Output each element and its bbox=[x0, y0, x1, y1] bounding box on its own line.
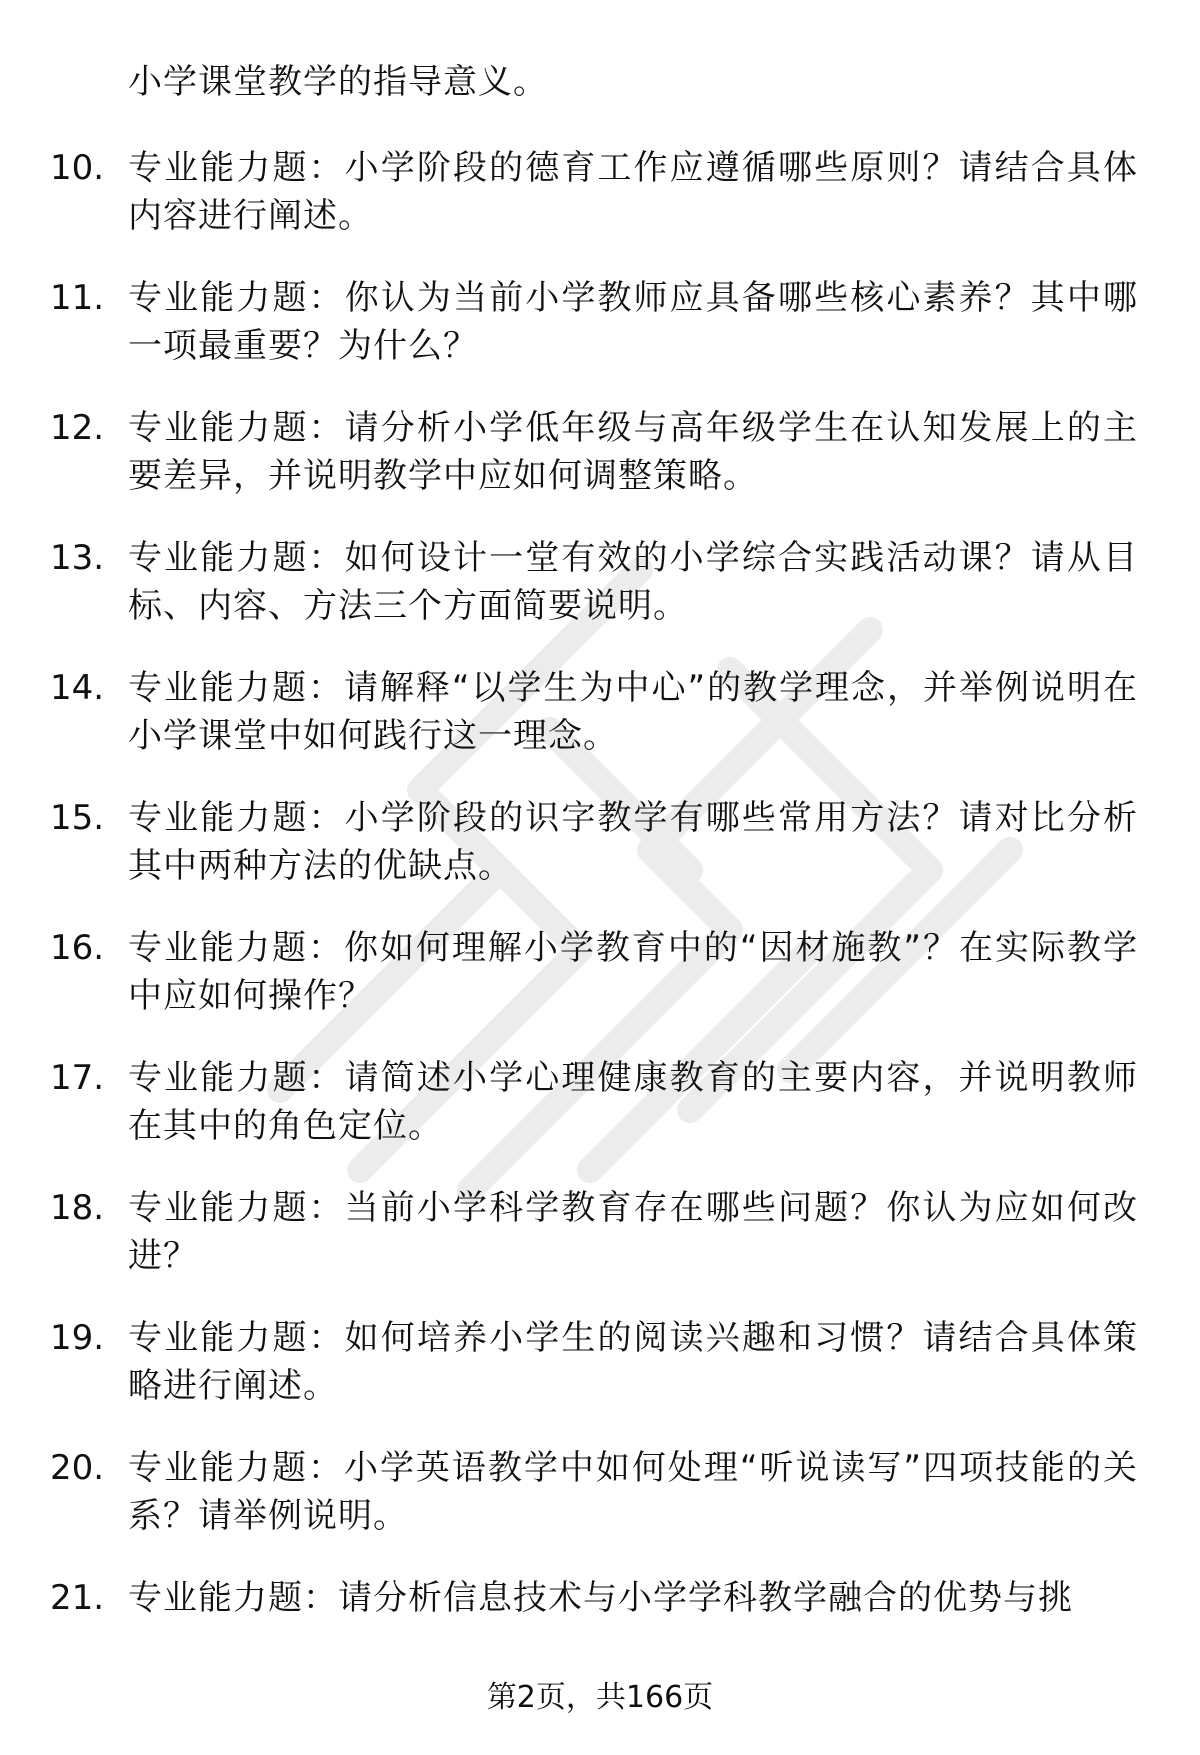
question-number: 10. bbox=[50, 148, 105, 188]
question-number: 16. bbox=[50, 928, 105, 968]
question-number: 17. bbox=[50, 1058, 105, 1098]
question-text: 专业能力题：如何培养小学生的阅读兴趣和习惯？请结合具体策略进行阐述。 bbox=[128, 1318, 1138, 1406]
question-item bbox=[0, 404, 1200, 534]
question-text: 专业能力题：请简述小学心理健康教育的主要内容，并说明教师在其中的角色定位。 bbox=[128, 1058, 1138, 1146]
question-text: 专业能力题：请分析小学低年级与高年级学生在认知发展上的主要差异，并说明教学中应如何调整策略。 bbox=[128, 408, 1138, 496]
page-footer: 第2页，共166页 bbox=[486, 1680, 714, 1715]
question-item bbox=[0, 144, 1200, 274]
question-number: 12. bbox=[50, 408, 105, 448]
question-text: 专业能力题：你认为当前小学教师应具备哪些核心素养？其中哪一项最重要？为什么？ bbox=[128, 278, 1138, 366]
question-number: 19. bbox=[50, 1318, 105, 1358]
question-item bbox=[0, 1184, 1200, 1314]
question-item bbox=[0, 664, 1200, 794]
question-text: 专业能力题：你如何理解小学教育中的“因材施教”？在实际教学中应如何操作？ bbox=[128, 928, 1138, 1016]
question-number: 11. bbox=[50, 278, 105, 318]
question-item bbox=[0, 794, 1200, 924]
question-text: 专业能力题：小学阶段的德育工作应遵循哪些原则？请结合具体内容进行阐述。 bbox=[128, 148, 1138, 236]
question-number: 18. bbox=[50, 1188, 105, 1228]
question-item bbox=[0, 534, 1200, 664]
question-number: 20. bbox=[50, 1448, 105, 1488]
continuation-text: 小学课堂教学的指导意义。 bbox=[128, 62, 548, 102]
question-number: 13. bbox=[50, 538, 105, 578]
question-item bbox=[0, 924, 1200, 1054]
question-list bbox=[0, 144, 1200, 1704]
question-item bbox=[0, 274, 1200, 404]
question-number: 21. bbox=[50, 1578, 105, 1618]
question-item bbox=[0, 1444, 1200, 1574]
question-item bbox=[0, 1314, 1200, 1444]
question-text: 专业能力题：小学英语教学中如何处理“听说读写”四项技能的关系？请举例说明。 bbox=[128, 1448, 1138, 1536]
question-text: 专业能力题：请解释“以学生为中心”的教学理念，并举例说明在小学课堂中如何践行这一理念。 bbox=[128, 668, 1138, 756]
question-text: 专业能力题：当前小学科学教育存在哪些问题？你认为应如何改进？ bbox=[128, 1188, 1138, 1276]
question-number: 15. bbox=[50, 798, 105, 838]
question-text: 专业能力题：如何设计一堂有效的小学综合实践活动课？请从目标、内容、方法三个方面简要说明。 bbox=[128, 538, 1138, 626]
question-text: 专业能力题：请分析信息技术与小学学科教学融合的优势与挑 bbox=[128, 1578, 1073, 1618]
question-text: 专业能力题：小学阶段的识字教学有哪些常用方法？请对比分析其中两种方法的优缺点。 bbox=[128, 798, 1138, 886]
question-item bbox=[0, 1054, 1200, 1184]
question-number: 14. bbox=[50, 668, 105, 708]
